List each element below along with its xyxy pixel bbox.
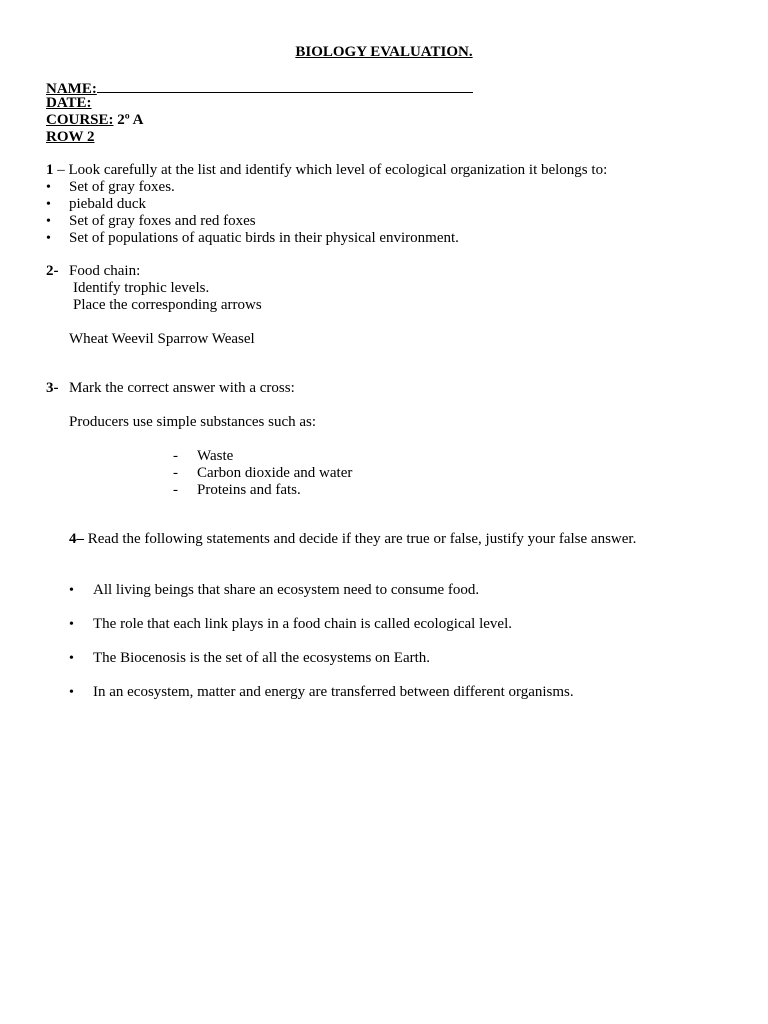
statement-text: All living beings that share an ecosystem need to consume food. [93, 582, 480, 598]
date-label: DATE: [46, 95, 92, 111]
row-label: ROW 2 [46, 129, 95, 145]
food-chain-organisms: Wheat Weevil Sparrow Weasel [69, 331, 255, 347]
bullet-icon: • [69, 651, 74, 666]
bullet-icon: • [46, 180, 51, 195]
question-1 [46, 162, 607, 179]
name-blank-line [97, 78, 473, 93]
question-3-label: Mark the correct answer with a cross: [69, 380, 295, 396]
question-1-text: – Look carefully at the list and identify which level of ecological organization it belongs to: [53, 162, 608, 178]
question-4-number: 4– [69, 531, 84, 547]
statement-text: The Biocenosis is the set of all the ecosystems on Earth. [93, 650, 431, 666]
list-item-text: Set of populations of aquatic birds in their physical environment. [69, 230, 459, 246]
course-field [46, 112, 143, 129]
bullet-icon: • [46, 197, 51, 212]
course-label: COURSE: [46, 112, 114, 128]
question-3-number: 3- [46, 380, 59, 396]
name-field [46, 78, 473, 98]
question-2-line-1: Identify trophic levels. [73, 280, 210, 296]
option-text: Waste [197, 448, 234, 464]
page-title: BIOLOGY EVALUATION. [295, 44, 473, 60]
course-value: 2º A [117, 112, 144, 128]
statement-text: The role that each link plays in a food chain is called ecological level. [93, 616, 513, 632]
question-2-line-2: Place the corresponding arrows [73, 297, 262, 313]
option-text: Proteins and fats. [197, 482, 301, 498]
bullet-icon: • [69, 583, 74, 598]
bullet-icon: • [46, 214, 51, 229]
question-2-number: 2- [46, 263, 59, 279]
question-1-number: 1 [46, 162, 54, 178]
list-item-text: Set of gray foxes and red foxes [69, 213, 256, 229]
question-4 [69, 531, 636, 548]
list-item-text: piebald duck [69, 196, 147, 212]
question-3-prompt: Producers use simple substances such as: [69, 414, 317, 430]
question-4-text: Read the following statements and decide if they are true or false, justify your false answer. [84, 531, 637, 547]
name-label: NAME: [46, 81, 97, 97]
dash-icon: - [173, 482, 178, 498]
dash-icon: - [173, 465, 178, 481]
option-text: Carbon dioxide and water [197, 465, 353, 481]
list-item-text: Set of gray foxes. [69, 179, 175, 195]
dash-icon: - [173, 448, 178, 464]
statement-text: In an ecosystem, matter and energy are transferred between different organisms. [93, 684, 574, 700]
bullet-icon: • [69, 685, 74, 700]
bullet-icon: • [46, 231, 51, 246]
question-2-label: Food chain: [69, 263, 141, 279]
bullet-icon: • [69, 617, 74, 632]
